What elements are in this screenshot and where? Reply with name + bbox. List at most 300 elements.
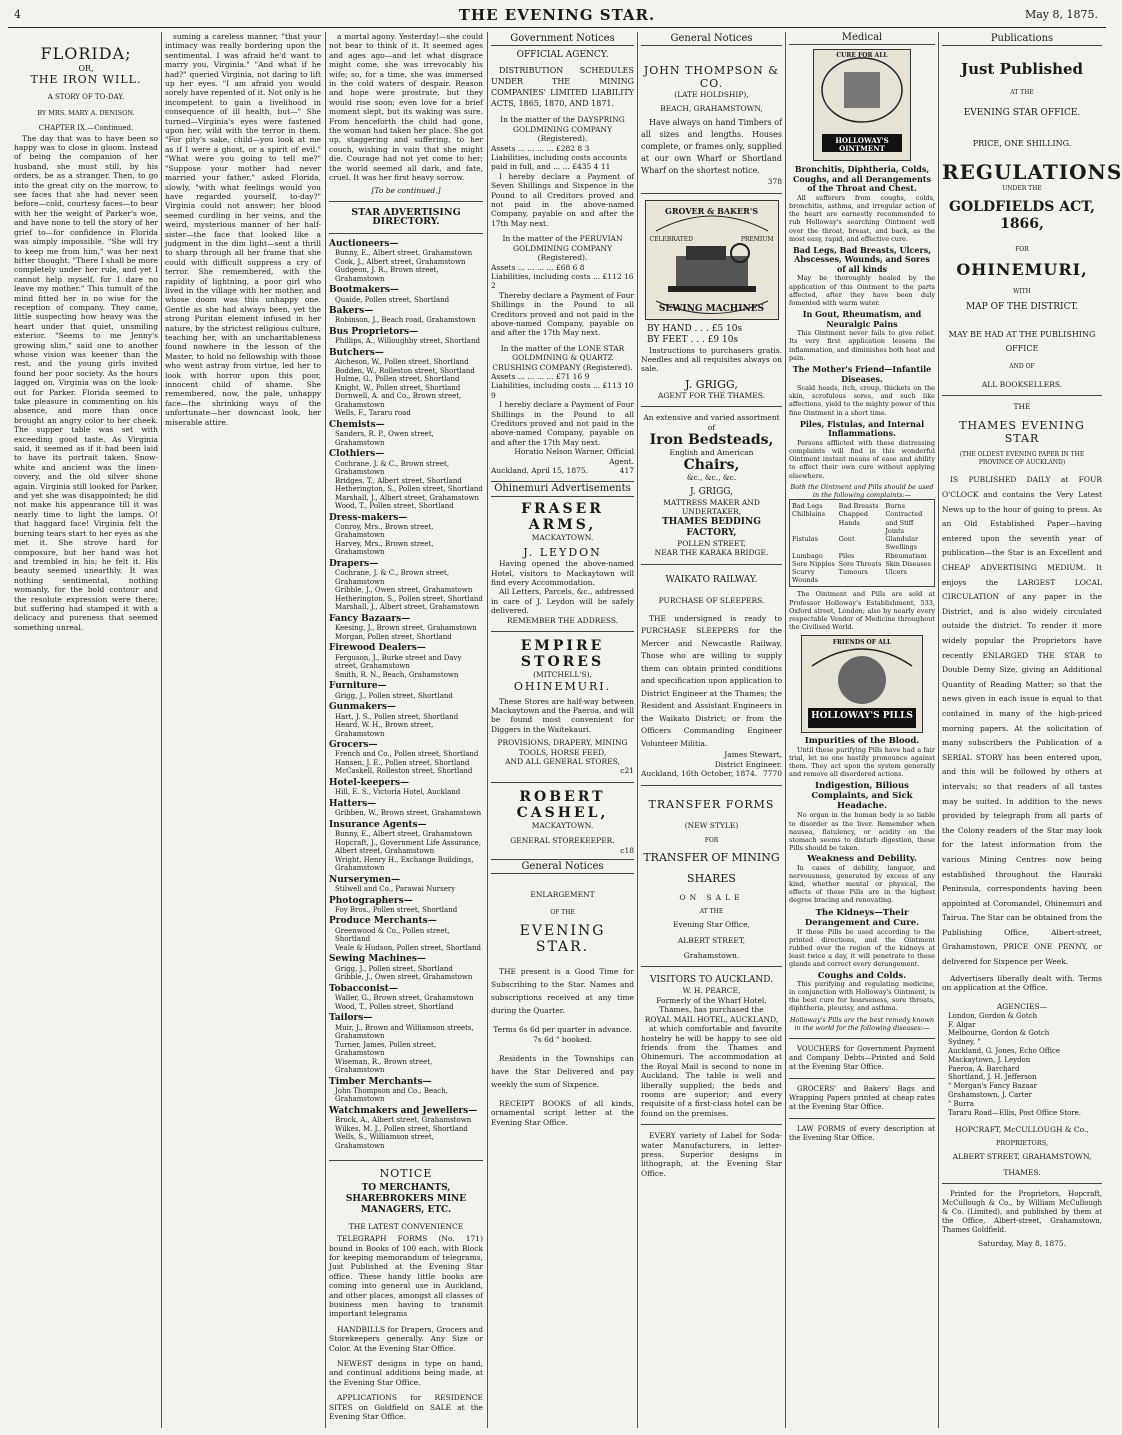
all-booksellers: ALL BOOKSELLERS. (981, 379, 1063, 389)
weakness-heading: Weakness and Debility. (807, 854, 917, 865)
grover-baker-name: GROVER & BAKER'S (665, 205, 758, 216)
railway-text: THE undersigned is ready to PURCHASE SLEEPERS for the Mercer and Newcastle Railway. Those who are willing to supply them can obtain printed conditions and specification upon application to District Engineer at the Thames; the Resident and Assistant Engineers in the Waikato District; or from the Officers Commanding Engineer Volunteer Militia. (641, 613, 782, 748)
directory-entry: Sanders, R. P., Owen street, Grahamstown (335, 430, 434, 447)
divider (641, 564, 782, 565)
complaint-item: Chilblains (792, 510, 826, 519)
directory-entry: Hetherington, S., Pollen street, Shortland (335, 594, 483, 603)
complaint-item: Lumbago (792, 551, 823, 560)
directory-entry: Wood, T., Pollen street, Shortland (335, 502, 454, 511)
divider (491, 631, 634, 632)
directory-entry: Bunny, E., Albert street, Grahamstown (335, 249, 473, 258)
directory-entry: Gribble, J., Owen street, Grahamstown (335, 586, 473, 595)
map-district: MAP OF THE DISTRICT. (965, 301, 1079, 312)
directory-entry: Ferguson, J., Burke street and Davy street, Grahamstown (335, 653, 462, 671)
ointment-label: HOLLOWAY'S OINTMENT (835, 136, 889, 154)
empire-stores-code: c21 (620, 766, 634, 776)
section-header: General Notices (641, 32, 782, 46)
directory-category: Tailors— (329, 1013, 373, 1024)
directory-entry: Wood, T., Pollen street, Shortland (335, 1002, 454, 1011)
indigestion-heading: Indigestion, Bilious Complaints, and Sick Headache. (811, 781, 913, 812)
transfer-mining: TRANSFER OF MINING (643, 851, 780, 865)
agency-entry: Grahamstown, J. Carter (948, 1091, 1032, 1100)
iron-bedsteads: Iron Bedsteads, (649, 432, 774, 449)
directory-entry: Hetherington, S., Pollen street, Shortland (335, 485, 483, 494)
directory-entry: McCaskell, Rolleston street, Shortland (335, 767, 473, 776)
directory-title: STAR ADVERTISING DIRECTORY. (351, 206, 461, 228)
directory-entry: Hulme, G., Pollen street, Shortland (335, 375, 460, 384)
newspaper-title: THE EVENING STAR. (458, 6, 656, 24)
section-header: Ohinemuri Advertisements (491, 481, 634, 496)
assortment-text: An extensive and varied assortment of (643, 413, 780, 432)
by-hand-price: BY HAND . . . £5 10s (647, 323, 743, 334)
directory-entry: Wright, Henry H., Exchange Buildings, Grahamstown (335, 855, 474, 873)
robert-cashel-code: c18 (620, 845, 634, 855)
of-the: OF THE (550, 908, 575, 916)
directory-entry: Waller, G., Brown street, Grahamstown (335, 994, 474, 1003)
divider (641, 785, 782, 786)
section-header: Government Notices (491, 32, 634, 46)
story-kind: A STORY OF TO-DAY. (47, 93, 125, 102)
complaint-item: Bad Breasts (838, 502, 879, 511)
coughs-heading: Coughs and Colds. (817, 970, 907, 981)
mothers-friend-text: Scald heads, itch, croup, thickets on the skin, scrofulous sores, and such like affections, yield to the mighty power of this fine Ointment in a short time. (789, 384, 935, 417)
premium-label: PREMIUM (740, 235, 774, 243)
complaints-table (789, 499, 935, 587)
celebrated-label: CELEBRATED (649, 235, 693, 243)
instructions-text: Instructions to purchasers gratis. Needles and all requisites always on sale. (641, 345, 782, 374)
directory-category: Fancy Bazaars— (329, 613, 411, 624)
directory-entry: Keesing, J., Brown street, Grahamstown (335, 624, 477, 633)
directory-entry: Bridges, T., Albert street, Shortland (335, 476, 462, 485)
gout-text: This Ointment never fails to give relief. Its very first application lessens the inflammation, and diminishes both heat and pain. (789, 329, 935, 362)
directory-category: Produce Merchants— (329, 916, 437, 927)
engineer-title: District Engineer. (714, 759, 782, 769)
subscribe-text: THE present is a Good Time for Subscribing to the Star. Names and subscriptions received at any time during the Quarter. (491, 967, 634, 1016)
notice-number: 417 (619, 466, 634, 476)
agencies-list (942, 1012, 1102, 1118)
empire-stores-general: AND ALL GENERAL STORES, (505, 756, 620, 766)
agency-entry: Melbourne, Gordon & Gotch (948, 1029, 1050, 1038)
railway-date: Auckland, 16th October, 1874. (641, 769, 758, 779)
evening-star-office: Evening Star Office, (673, 920, 750, 930)
distribution-schedules: DISTRIBUTION SCHEDULES UNDER THE MINING COMPANIES' LIMITED LIABILITY ACTS, 1865, 1870, AND 1871. (491, 66, 634, 109)
page-number: 4 (14, 8, 21, 21)
directory-category: Drapers— (329, 558, 379, 569)
directory-category: Hotel-keepers— (329, 777, 410, 788)
directory-category: Gunmakers— (329, 702, 396, 713)
directory-entry: Wells, F., Tararu road (335, 409, 411, 418)
masthead-rule (8, 27, 1106, 28)
directory-entry: Marshall, J., Albert street, Grahamstown (335, 603, 479, 612)
shares-label: SHARES (687, 872, 736, 886)
bedding-factory: THAMES BEDDING FACTORY, (662, 516, 761, 538)
directory-category: Firewood Dealers— (329, 643, 426, 654)
pearce-name: W. H. PEARCE, (682, 986, 741, 996)
ohinemuri-title: OHINEMURI, (956, 260, 1088, 280)
directory-entry: Cochrane, J. & C., Brown street, Grahamstown (335, 459, 450, 477)
fraser-arms-title: FRASER ARMS, (521, 500, 604, 533)
directory-category: Auctioneers— (329, 238, 399, 249)
directory-category: Dress-makers— (329, 512, 408, 523)
directory-category: Grocers— (329, 740, 378, 750)
proprietors: PROPRIETORS, (995, 1138, 1049, 1147)
the-label: THE (1013, 402, 1031, 412)
directory-entry: Hopcraft, J., Government Life Assurance, Albert street, Grahamstown (335, 838, 482, 856)
piles-heading: Piles, Fistulas, and Internal Inflammations. (799, 418, 925, 439)
with-label: WITH (1013, 288, 1031, 296)
section-header: General Notices (491, 859, 634, 874)
directory-entry: Grigg, J., Pollen street, Shortland (335, 691, 453, 700)
agency-entry: Shortland, J. H. Jefferson (948, 1073, 1037, 1082)
complaint-item: Tumours (838, 567, 868, 576)
friends-of-all-label: FRIENDS OF ALL (832, 639, 892, 647)
empire-stores-owner: (MITCHELL'S), (533, 670, 592, 680)
fraser-arms-owner: J. LEYDON (523, 546, 602, 560)
etc-text: &c., &c., &c. (686, 473, 737, 483)
agencies-heading: AGENCIES— (996, 1002, 1048, 1012)
albert-street: ALBERT STREET, (677, 935, 746, 945)
directory-entry: Phillips, A., Willoughby street, Shortland (335, 337, 480, 346)
thompson-place: BEACH, GRAHAMSTOWN, (660, 103, 763, 113)
residents-text: Residents in the Townships can have the Star Delivered and pay weekly the sum of Sixpence. (491, 1054, 634, 1089)
advertisers-text: Advertisers liberally dealt with. Terms on application at the Office. (942, 973, 1102, 993)
complaint-item: Sore Throats (838, 559, 882, 568)
to-be-continued: [To be continued.] (371, 185, 441, 195)
agency-entry: F. Algar (948, 1020, 976, 1029)
gout-heading: In Gout, Rheumatism, and Neuralgic Pains (802, 309, 922, 329)
directory-entry: Hansen, J. E., Pollen street, Shortland (335, 758, 470, 767)
vouchers-text: VOUCHERS for Government Payment and Company Debts—Printed and Sold at the Evening Star Office. (789, 1045, 935, 1072)
liabilities-line: Liabilities, including costs accounts paid in full, and ... ... £435 4 11 (491, 153, 627, 172)
column-divider (637, 32, 638, 1428)
directory-category: Butchers— (329, 347, 384, 358)
company-peruvian: In the matter of the PERUVIAN GOLDMINING COMPANY (Registered). (502, 234, 623, 263)
fraser-arms-text: Having opened the above-named Hotel, visitors to Mackaytown will find every Accommodation. (491, 559, 634, 588)
sewing-machine-icon (646, 201, 778, 319)
blood-heading: Impurities of the Blood. (804, 736, 920, 747)
bronchitis-text: All sufferers from coughs, colds, bronchitis, asthma, and irregular action of the heart are earnestly recommended to rub Holloway's searching Ointment well over the throat, breast, and back, as the most easy, rapid, and effective cure. (789, 193, 935, 243)
terms-text: Terms 6s 6d per quarter in advance. (493, 1025, 632, 1035)
story-author: BY MRS. MARY A. DENISON. (37, 108, 135, 117)
directory-entry: Cook, J., Albert street, Grahamstown (335, 257, 466, 266)
sewing-machines-label: SEWING MACHINES (658, 304, 765, 315)
complaint-item: Glandular Swellings (885, 535, 919, 552)
directory-entry: Wilkes, M. J., Pollen street, Shortland (335, 1124, 468, 1133)
thompson-late: (LATE HOLDSHIP), (674, 90, 749, 100)
on-sale: ON SALE (679, 893, 744, 903)
directory-entry: Foy Bros., Pollen street, Shortland (335, 905, 458, 914)
coughs-text: This purifying and regulating medicine, in conjunction with Holloway's Ointment, is the best cure for hoarseness, sore throats, diphtheria, pleurisy, and asthma. (789, 979, 935, 1013)
and-of: AND OF (1009, 363, 1035, 371)
mattress-maker: MATTRESS MAKER AND UNDERTAKER, (663, 497, 760, 517)
empire-stores-title: EMPIRE STORES (520, 638, 605, 671)
directory-entry: Gudgeon, J. R., Brown street, Grahamstown (335, 266, 439, 283)
directory-entry: Stilwell and Co., Parawai Nursery (335, 885, 456, 894)
thames: THAMES. (1003, 1167, 1041, 1177)
assets-line: Assets ... ... ... ... £282 8 3 (491, 143, 590, 153)
weakness-text: In cases of debility, languor, and nervousness, generated by excess of any kind, whether mental or physical, the effects of these Pills are in the highest degree bracing and renovating. (789, 863, 935, 905)
assets-line: Assets ... ... ... ... £68 6 8 (491, 262, 585, 272)
story-text-3: a mortal agony. Yesterday!—she could not bear to think of it. It seemed ages and ages ago—and let what disgrace might come, she was irrevocably his wife; so, for a time, she was immersed in the cold waters of despair. Reason and hope were prostrate, but they would rise soon; even love for a brief moment slept, but its waking was sure. From henceforth the child had gone, the woman had taken her place. She got up, staggering and suffering, to her couch, wishing in vain that she might die. Courage had not yet come to her; the world seemed all dark, and fate, cruel. It was her first heavy sorrow. (329, 32, 484, 183)
waikato-railway: WAIKATO RAILWAY. (665, 574, 758, 585)
story-subtitle: THE IRON WILL. (30, 73, 142, 87)
directory-category: Bus Proprietors— (329, 326, 419, 337)
divider (329, 1160, 483, 1161)
complaint-item: Gout (838, 535, 855, 544)
railway-code: 7770 (762, 769, 782, 779)
directory-category: Bootmakers— (329, 285, 399, 296)
directory-entry: Bunny, E., Albert street, Grahamstown (335, 830, 473, 839)
divider (329, 201, 483, 202)
sewing-machine-illustration (645, 200, 779, 320)
blood-text: Until these purifying Pills have had a fair trial, let no one hastily pronounce against them. They act upon the system generally and remove all disordered actions. (789, 745, 935, 779)
enlargement: ENLARGEMENT (530, 890, 595, 900)
complaint-item: Burns (885, 502, 905, 511)
agency-entry: Auckland, G. Jones, Echo Office (948, 1047, 1061, 1056)
for-label: FOR (1015, 246, 1029, 254)
story-continued-column (165, 32, 321, 1428)
directory-entry: Dornwell, A. and Co., Brown street, Grahamstown (335, 392, 462, 409)
directory-entry: Harvey, Mrs., Brown street, Grahamstown (335, 539, 434, 557)
kidneys-text: If these Pills be used according to the printed directions, and the Ointment rubbed over the region of the kidneys at least twice a day, it will penetrate to these glands and correct every derangement. (789, 927, 935, 969)
labels-text: EVERY variety of Label for Soda-water Manufacturers, in letter-press. Superior designs in lithograph, at the Evening Star Office. (641, 1131, 782, 1178)
directory-list (329, 240, 483, 1151)
directory-category: Watchmakers and Jewellers— (329, 1105, 478, 1116)
telegraph-forms-text: TELEGRAPH FORMS (No. 171) bound in Books of 100 each, with Block for keeping memorandum of telegrams, Just Published at the Evening Star office. These handy little books are coming into general use in Auckland, and other places, amongst all classes of business men having to transmit important telegrams (329, 1234, 483, 1319)
column-divider (161, 32, 162, 1428)
bronchitis-heading: Bronchitis, Diphtheria, Colds, Coughs, and all Derangements of the Throat and Chest. (793, 164, 931, 194)
directory-category: Photographers— (329, 895, 413, 906)
directory-category: Sewing Machines— (329, 954, 426, 965)
issue-date: May 8, 1875. (1024, 8, 1098, 21)
directory-category: Tobacconist— (329, 983, 398, 994)
divider (641, 193, 782, 194)
kidneys-heading: The Kidneys—Their Derangement and Cure. (804, 907, 920, 928)
directory-entry: Muir, J., Brown and Williamson streets, Grahamstown (335, 1023, 474, 1041)
robert-cashel-trade: GENERAL STOREKEEPER. (510, 836, 615, 846)
new-style: (NEW STYLE) (684, 820, 739, 830)
declaration-text: I hereby declare a Payment of Seven Shillings and Sixpence in the Pound to all Creditors proved and not paid in the above-named Company, payable on and after the 17th May next. (491, 171, 634, 228)
price-shilling: PRICE, ONE SHILLING. (972, 138, 1072, 148)
directory-category: Bakers— (329, 306, 374, 317)
receipt-books-text: RECEIPT BOOKS of all kinds, ornamental script letter at the Evening Star Office. (491, 1099, 634, 1127)
fraser-arms-place: MACKAYTOWN. (531, 532, 594, 542)
directory-entry: French and Co., Pollen street, Shortland (335, 750, 479, 759)
directory-entry: Aicheson, W., Pollen street, Shortland (335, 358, 469, 367)
agency-entry: " Morgan's Fancy Bazaar (948, 1082, 1037, 1091)
company-lone-star: In the matter of the LONE STAR GOLDMINING & QUARTZ CRUSHING COMPANY (Registered). (492, 343, 633, 372)
imprint: Printed for the Proprietors, Hopcraft, McCullough & Co., by William McCullough & Co. (Limited), and published by them at the Office, Albert-street, Grahamstown, Thames Goldfield. (942, 1190, 1102, 1235)
may-be-had: MAY BE HAD AT THE PUBLISHING OFFICE (948, 330, 1096, 354)
general-notices-column (641, 32, 782, 1428)
goldfields-act: GOLDFIELDS ACT, 1866, (948, 199, 1096, 233)
directory-entry: Hart, J. S., Pollen street, Shortland (335, 712, 459, 721)
directory-entry: Smith, R. N., Beach, Grahamstown (335, 670, 459, 679)
complaint-item: Piles (838, 551, 855, 560)
indigestion-text: No organ in the human body is so liable to disorder as the liver. Remember when nausea, flatulency, or acidity on the stomach seems to disturb digestion, these Pills should be taken. (789, 811, 935, 853)
piles-text: Persons afflicted with these distressing complaints will find in this wonderful Ointment instant means of ease and ability to effect their own cure without applying elsewhere. (789, 438, 935, 480)
government-notices-column (491, 32, 634, 1428)
divider (641, 1124, 782, 1125)
fraser-arms-letters: All Letters, Parcels, &c., addressed in care of J. Leydon will be safely delivered. (491, 587, 634, 616)
robert-cashel-title: ROBERT CASHEL, (516, 788, 609, 821)
terms-booked: 7s 6d " booked. (533, 1034, 592, 1044)
directory-entry: Robinson, J., Beach road, Grahamstown (335, 316, 476, 325)
complaint-item: Bad Legs (792, 502, 823, 511)
directory-entry: John Thompson and Co., Beach, Grahamstown (335, 1086, 448, 1104)
handbills-text: HANDBILLS for Drapers, Grocers and Storekeepers generally. Any Size or Color. At the Evening Star Office. (329, 1324, 483, 1353)
column-divider (487, 32, 488, 1428)
english-american: English and American (669, 448, 754, 458)
under-the: UNDER THE (1002, 184, 1042, 192)
grahamstown: Grahamstown. (683, 951, 740, 961)
divider (942, 1183, 1102, 1184)
purchase-sleepers: PURCHASE OF SLEEPERS. (658, 595, 765, 605)
story-chapter: CHAPTER IX.—Continued. (38, 124, 134, 133)
official-signature: Horatio Nelson Warner, Official Agent. (514, 447, 634, 466)
complaint-item: Scurvy (792, 567, 815, 576)
thompson-text: Have always on hand Timbers of all sizes and lengths. Houses complete, or frames only, supplied at our own Wharf or Shortland Wharf on the shortest notice. (641, 118, 782, 176)
agency-entry: " Burra (948, 1099, 974, 1108)
section-header: Medical (789, 32, 935, 45)
divider (789, 1038, 935, 1039)
agency-entry: Sydney, " (948, 1038, 981, 1047)
directory-category: Timber Merchants— (329, 1076, 432, 1087)
agency-entry: Mackaytown, J. Leydon (948, 1055, 1031, 1064)
story-text: The day that was to have been so happy was to close in gloom. Instead of being the companion of her husband, she must still, by his orders, be as a stranger. Then, to go into the great city on the morrow, to see faces that she had never seen before—cold, courtesy faces—to bear with her the weight of Parker's woe, and have none to tell the story of her grief to—for confidence in Florida was simply impossible. "She will try to keep me from him," was her next bitter thought. "There I shall be more completely under her rule, and yet I cannot help myself, for I dare no leave my mother." This tumult of the mind fitted her in no wise for the reception of company. They came, little suspecting how heavy was the heart under that quiet, unsmiling exterior. "Seems to me Jenny's growing slim," said one to another whose vision was keener than the rest, and the young girls invited found her poor society. As the hours lagged on, Virginia was on the look-out for Parker. Florida seemed to take pleasure in commenting on his absence, and more than once brought an angry color to her cheek. The supper table was set with exceeding good taste. As Virginia said, it seemed as if it had been laid to have its portrait taken. Snow-white and ancient was the linen-covery, and the old silver shone again. Virginia still looked for Parker, and yet she was disappointed; he did not make his appearance till it was nearly time to light the lamps. O! that haggard face! Virginia felt the burning tears start to her eyes as she met it. She strove hard for composure, but her hand was hot and trembled in his; he felt it. His beauty seemed unearthly. It was nothing sentimental, nothing womanly, for the bold contour and the resolute expression were there; but suffering had stamped it with a delicacy and pureness that seemed something unreal. (14, 133, 158, 632)
remember-address: REMEMBER THE ADDRESS. (506, 615, 619, 625)
directory-entry: Grigg, J., Pollen street, Shortland (335, 964, 453, 973)
directory-entry: Morgan, Pollen street, Shortland (335, 632, 452, 641)
section-header: Publications (942, 32, 1102, 46)
just-published: Just Published (960, 60, 1084, 79)
engineer-name: James Stewart, (724, 750, 782, 760)
column-divider (325, 32, 326, 1428)
directory-entry: Quaide, Pollen street, Shortland (335, 295, 450, 304)
notice-convenience: THE LATEST CONVENIENCE (348, 1221, 464, 1231)
oldest-paper: (THE OLDEST EVENING PAPER IN THE PROVINCE OF AUCKLAND) (959, 451, 1085, 467)
directory-category: Clothiers— (329, 449, 385, 460)
directory-category: Insurance Agents— (329, 819, 427, 830)
pills-illustration (801, 635, 923, 733)
applications-text: APPLICATIONS for RESIDENCE SITES on Goldfield on SALE at the Evening Star Office. (329, 1393, 483, 1422)
publications-column (942, 32, 1122, 1428)
divider (789, 1118, 935, 1119)
masthead (0, 0, 1114, 30)
directory-entry: Veale & Hudson, Pollen street, Shortland (335, 943, 482, 952)
pills-label: HOLLOWAY'S PILLS (811, 711, 913, 722)
pearce-formerly: Formerly of the Wharf Hotel, Thames, has purchased the (656, 995, 767, 1015)
declaration-text: Thereby declare a Payment of Four Shillings in the Pound to all Creditors proved and not paid in the above-named Company, payable on and after the 17th May next. (491, 290, 634, 338)
empire-stores-text: These Stores are half-way between Mackaytown and the Paeroa, and will be found most convenient for Diggers in the Waitekauri. (491, 696, 634, 734)
notice-date: Auckland, April 15, 1875. (491, 466, 589, 476)
directory-entry: Marshall, J., Albert street, Grahamstown (335, 493, 479, 502)
directory-entry: Hill, E. S., Victoria Hotel, Auckland (335, 788, 461, 797)
mothers-friend-heading: The Mother's Friend—Infantile Diseases. (792, 364, 932, 384)
medical-column (789, 32, 935, 1428)
by-feet-price: BY FEET . . . £9 10s (647, 334, 739, 345)
story-title: FLORIDA; (40, 44, 132, 63)
directory-entry: Conroy, Mrs., Brown street, Grahamstown (335, 522, 434, 540)
best-remedy-text: Holloway's Pills are the best remedy known in the world for the following diseases:— (789, 1015, 935, 1032)
for-label: FOR (704, 837, 719, 845)
complaint-item: Rheumatism (885, 551, 927, 560)
agency-entry: Paeroa, A. Barchard (948, 1064, 1020, 1073)
directory-category: Nurserymen— (329, 874, 401, 885)
story-text-2: suming a careless manner, "that your intimacy was really bordering upon the sentimental. I was afraid he'd want to marry you, Virginia." "And what if he had?" queried Virginia, not daring to lift up her eyes. "I am afraid you would sorely have repented of it. Not only is he incompetent to gain a livelihood in consequence of ill health, but—" She turned—Virginia's eyes were fastened upon her, wild with the terror in them. "For pity's sake, child—you look at me as if I were a ghost, or a spirit of evil." "What were you going to tell me?" "Suppose your mother had never married your father," asked Florida, slowly, "with what feelings would you have regarded yourself, to-day?" Virginia could not answer; her blood seemed curdling in her veins, and the weird, mysterious manner of her half-sister—the face that looked like a judgment in the dim light—sent a thrill to sharp through all her frame that she could with difficult suppress a cry of terror. She remembered, with the rapidity of lightning, a poor girl who lived in the village with her mother, and whose doom was this unhappy one. Gentle as she had always been, yet the strong Puritan element infused in her nature, by the strictest religious culture, teaching her, with an uncharitableness found nowhere in the lesson of the Master, to hold no fellowship with those who went astray from virtue, led her to look with horror upon this poor, innocent child of shame. She remembered, now, the pale, unhappy face—the shrinking ways of the unfortunate—her downcast look, her miserable attire. (165, 32, 321, 427)
complaint-item: Chapped Hands (838, 510, 869, 527)
address: ALBERT STREET, GRAHAMSTOWN, (952, 1152, 1092, 1162)
directory-entry: Greenwood & Co., Pollen street, Shortland (335, 926, 450, 944)
thames-evening-star: THAMES EVENING STAR (959, 419, 1085, 446)
complaint-item: Sore Nipples (792, 559, 835, 568)
visitors-auckland: VISITORS TO AUCKLAND. (649, 975, 773, 986)
directory-entry: Knight, W., Pollen street, Shortland (335, 383, 461, 392)
regulations-title: REGULATIONS (942, 160, 1122, 185)
column-divider (785, 32, 786, 1428)
divider (942, 395, 1102, 396)
divider (491, 782, 634, 783)
directory-entry: Brock, A., Albert street, Grahamstown (335, 1116, 472, 1125)
complaint-item: Contracted and Stiff Joints (885, 510, 923, 535)
assets-line: Assets ... ... ... ... £71 16 9 (491, 371, 590, 381)
column-divider (938, 32, 939, 1428)
notice-heading: NOTICE (379, 1167, 433, 1181)
cure-for-all-label: CURE FOR ALL (836, 52, 888, 60)
evening-star-office: EVENING STAR OFFICE. (963, 107, 1081, 118)
directory-entry: Heard, W. H., Brown street, Grahamstown (335, 721, 434, 738)
at-the: AT THE (699, 907, 724, 915)
directory-entry: Wells, S., Williamson street, Grahamstown (335, 1133, 434, 1150)
law-forms-text: LAW FORMS of every description at the Evening Star Office. (789, 1125, 935, 1143)
liabilities-line: Liabilities, including costs ... £112 16 2 (491, 271, 634, 291)
ointment-illustration (813, 49, 911, 161)
liabilities-line: Liabilities, including costs ... £113 10 9 (491, 381, 634, 400)
directory-entry: Wiseman, R., Brown street, Grahamstown (335, 1057, 433, 1075)
directory-category: Chemists— (329, 419, 385, 430)
directory-entry: Turner, James, Pollen street, Grahamstown (335, 1040, 437, 1058)
notice-subheading: TO MERCHANTS, SHAREBROKERS MINE MANAGERS, ETC. (345, 1182, 467, 1215)
empire-stores-goods: PROVISIONS, DRAPERY, MINING TOOLS, HORSE FEED, (497, 738, 628, 757)
bad-legs-text: May be thoroughly healed by the application of this Ointment to the parts affected, after they have been duly fomented with warm water. (789, 274, 935, 308)
divider (641, 966, 782, 967)
chairs: Chairs, (683, 457, 740, 474)
directory-entry: Gribble, J., Owen street, Grahamstown (335, 973, 473, 982)
grocers-bags-text: GROCERS' and Bakers' Bags and Wrapping Papers printed at cheap rates at the Evening Star Office. (789, 1085, 935, 1112)
company-dayspring: In the matter of the DAYSPRING GOLDMINING COMPANY (Registered). (500, 115, 625, 144)
royal-mail-hotel: ROYAL MAIL HOTEL, AUCKLAND, (644, 1014, 779, 1024)
divider (789, 1078, 935, 1079)
karaka-bridge: NEAR THE KARAKA BRIDGE. (654, 548, 769, 558)
story-column (14, 32, 158, 1428)
directory-entry: Bodden, W., Rolleston street, Shortland (335, 366, 475, 375)
sold-at-text: The Ointment and Pills are sold at Professor Holloway's Establishment, 533, Oxford street, London; also by nearly every respectable Vendor of Medicine throughout the Civilised World. (789, 590, 935, 632)
grigg-agent: AGENT FOR THE THAMES. (658, 390, 765, 400)
directory-entry: Cochrane, J. & C., Brown street, Grahamstown (335, 569, 450, 586)
grigg-name: J. GRIGG, (685, 377, 738, 391)
complaint-item: Ulcers (885, 567, 907, 576)
newest-designs-text: NEWEST designs in type on hand, and continual additions being made, at the Evening Star Office. (329, 1359, 483, 1387)
complaint-item: Skin Diseases (885, 559, 931, 568)
bad-legs-heading: Bad Legs, Bad Breasts, Ulcers, Abscesses, Wounds, and Sores of all kinds (792, 244, 932, 274)
pollen-street: POLLEN STREET, (677, 538, 746, 548)
publication-text: IS PUBLISHED DAILY at FOUR O'CLOCK and contains the Very Latest News up to the hour of going to press. As an Old Established Paper—having entered upon the seventh year of publication—the Star is an Excellent and CHEAP ADVERTISING MEDIUM. It enjoys the LARGEST LOCAL CIRCULATION of any paper in the District, and is also widely circulated outside the district. To render it more widely popular the Proprietors have recently ENLARGED THE STAR to Double Demy Size, giving an Additional Quantity of Reading Matter; so that the news given in each issue is equal to that contained in many of the high-priced morning papers. At the solicitation of many subscribers the Publication of a SERIAL STORY has been entered upon, and this will be followed by others at intervals; so that readers of all tastes may be suited. In addition to the news provided by telegraph from all parts of the Colony readers of the Star may look for the latest information from the various Mining Centres now being established throughout the Hauraki Peninsula, correspondents having been appointed at Coromandel, Ohinemuri and Tairua. The Star can be obtained from the Publishing Office, Albert-street, Grahamstown, PRICE ONE PENNY, or delivered for Sixpence per Week. (942, 475, 1103, 967)
story-or: OR, (78, 64, 94, 73)
divider (329, 233, 483, 234)
royal-mail-text: at which comfortable and favorite hostelry he will be happy to see old friends from the Thames and Ohinemuri. The accommodation at the Royal Mail is second to none in Auckland. The table is well and liberally supplied; the beds and rooms are superior; and every requisite of a first-class hotel can be found on the premises. (641, 1024, 782, 1118)
declaration-text: I hereby declare a Payment of Four Shillings in the Pound to all Creditors proved and not paid in the above-named Company, payable on and after the 17th May next. (491, 400, 634, 447)
agency-entry: London, Gordon & Gotch (948, 1011, 1038, 1020)
